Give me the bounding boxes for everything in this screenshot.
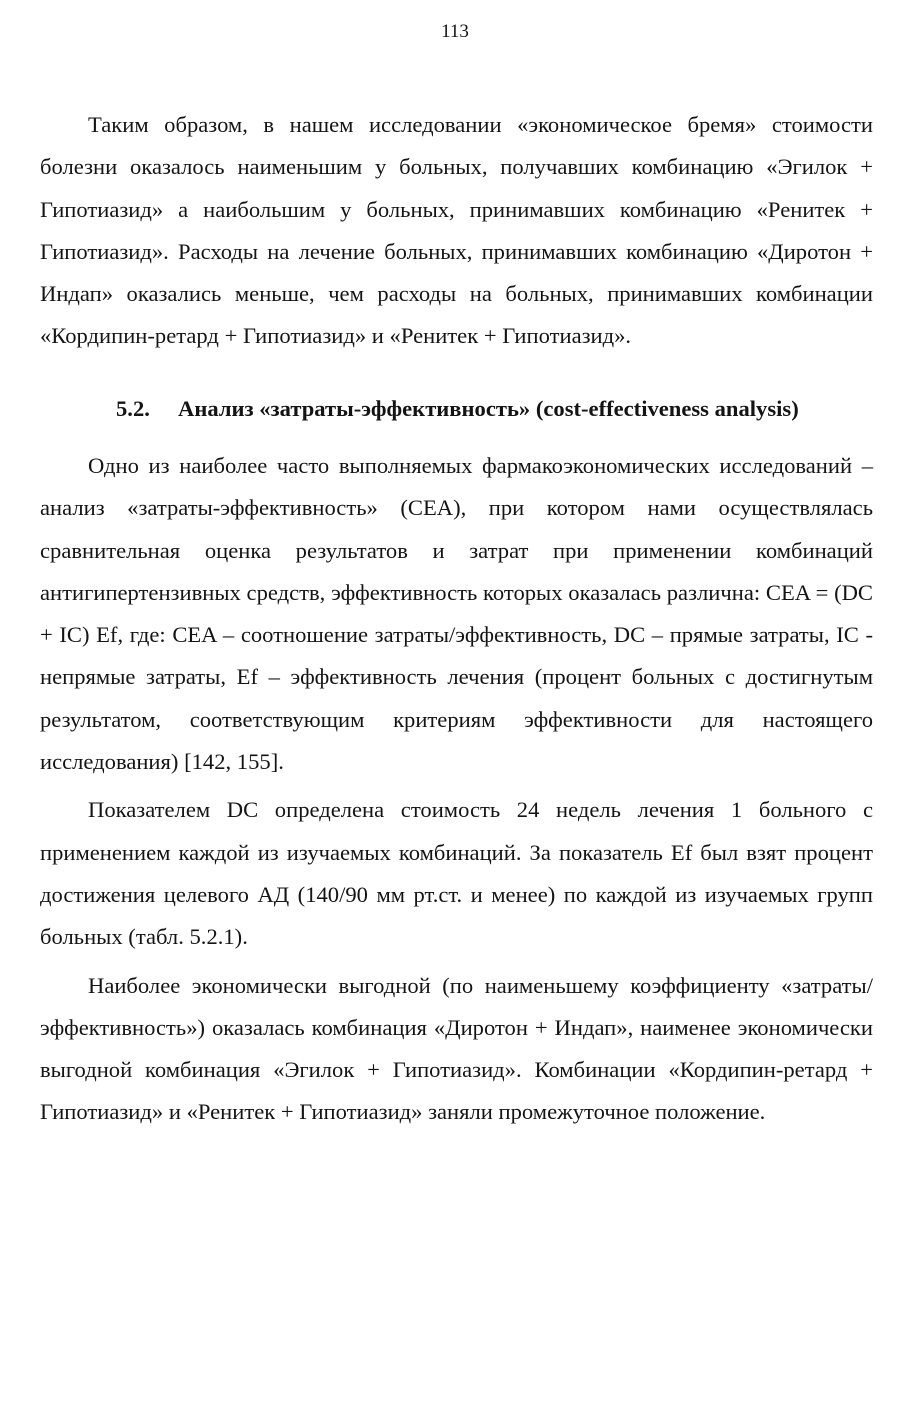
page-number: 113	[441, 21, 469, 42]
section-body	[40, 445, 873, 1140]
section-title: Анализ «затраты-эффективность» (cost-effectiveness analysis)	[178, 396, 799, 421]
intro-text-block	[40, 104, 873, 364]
paragraph-economic-burden: Таким образом, в нашем исследовании «экономическое бремя» стоимости болезни оказалось наименьшим у больных, получавших комбинацию «Эгилок + Гипотиазид» а наибольшим у больных, принимавших комбинацию «Ренитек + Гипотиазид». Расходы на лечение больных, принимавших комбинацию «Диротон + Индап» оказались меньше, чем расходы на больных, принимавших комбинации «Кордипин-ретард + Гипотиазид» и «Ренитек + Гипотиазид».	[40, 112, 873, 349]
paragraph-conclusion: Наиболее экономически выгодной (по наименьшему коэффициенту «затраты/эффективность») оказалась комбинация «Диротон + Индап», наименее экономически выгодной комбинация «Эгилок + Гипотиазид». Комбинации «Кордипин-ретард + Гипотиазид» и «Ренитек + Гипотиазид» заняли промежуточное положение.	[40, 972, 873, 1125]
paragraph-dc-ef-indicators: Показателем DC определена стоимость 24 недель лечения 1 больного с применением каждой из изучаемых комбинаций. За показатель Ef был взят процент достижения целевого АД (140/90 мм рт.ст. и менее) по каждой из изучаемых групп больных (табл. 5.2.1).	[40, 797, 873, 950]
section-number: 5.2.	[116, 396, 150, 421]
section-heading	[116, 388, 876, 430]
paragraph-cea-definition: Одно из наиболее часто выполняемых фармакоэкономических исследований – анализ «затраты-эффективность» (CEA), при котором нами осуществлялась сравнительная оценка результатов и затрат при применении комбинаций антигипертензивных средств, эффективность которых оказалась различна: CEA = (DC + IC) Ef, где: CEA – соотношение затраты/эффективность, DC – прямые затраты, IC - непрямые затраты, Ef – эффективность лечения (процент больных с достигнутым результатом, соответствующим критериям эффективности для настоящего исследования) [142, 155].	[40, 453, 873, 775]
